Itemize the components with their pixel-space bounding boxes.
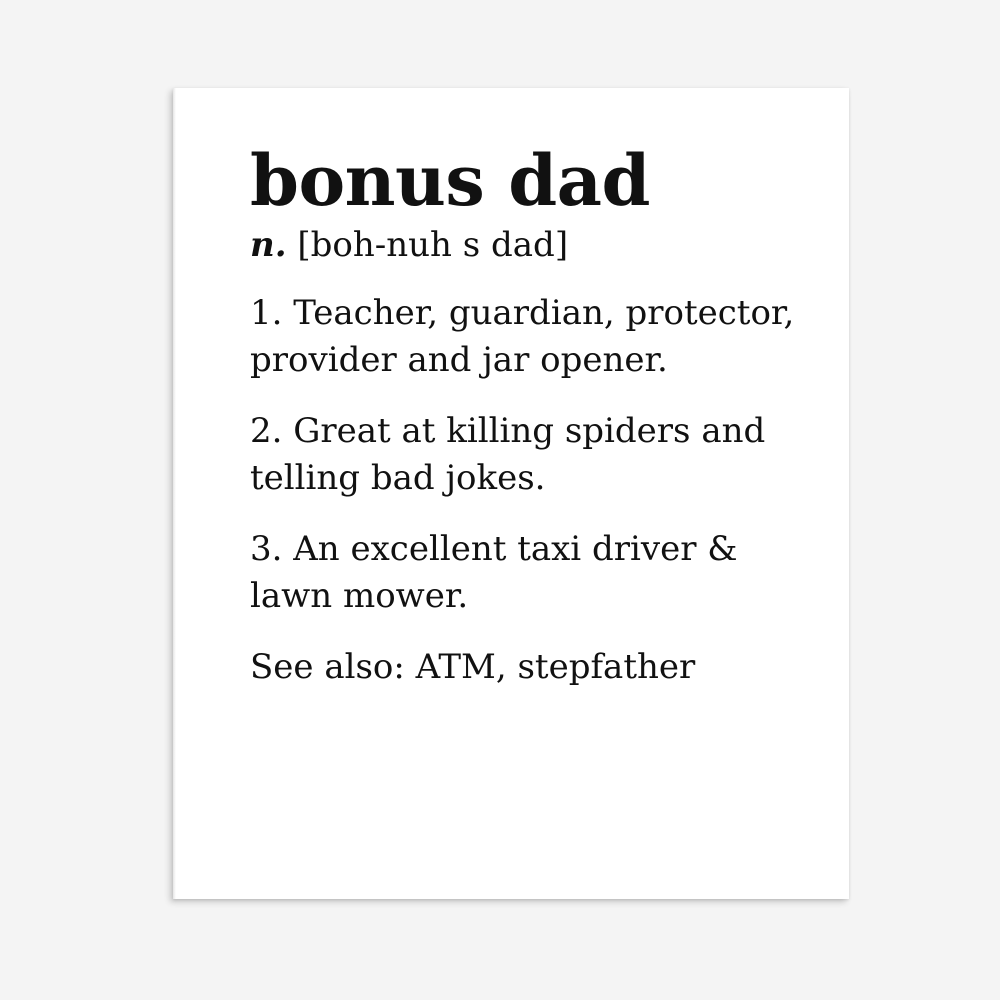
definition-1: 1. Teacher, guardian, protector, provider and jar opener. [250,293,795,380]
headword: bonus dad [250,139,650,222]
pronunciation-line [250,222,820,268]
definition-2: 2. Great at killing spiders and telling bad jokes. [250,411,766,498]
canvas-print [173,88,849,899]
pronunciation: [boh-nuh s dad] [297,225,569,265]
see-also: See also: ATM, stepfather [250,647,696,687]
part-of-speech: n. [250,225,287,265]
definition-3: 3. An excellent taxi driver & lawn mower. [250,529,738,616]
definition-card [250,140,820,691]
